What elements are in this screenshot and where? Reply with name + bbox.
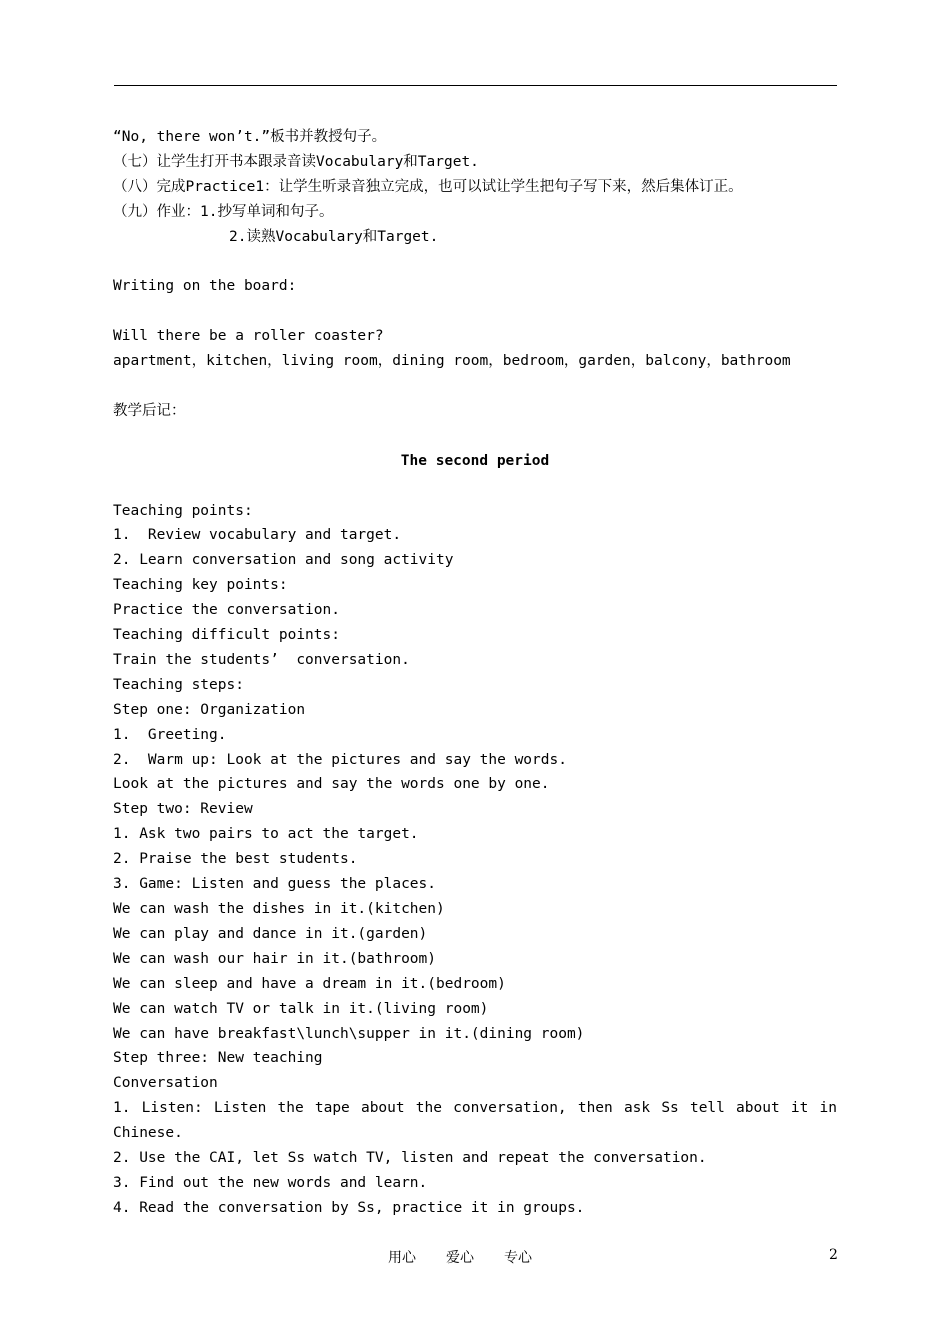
text-line: （九）作业：1.抄写单词和句子。 <box>113 203 334 220</box>
text-line: Look at the pictures and say the words one by one. <box>113 776 550 793</box>
text-line: Practice the conversation. <box>113 602 340 619</box>
blank-line <box>113 374 837 399</box>
footer-motto <box>388 1247 562 1267</box>
text-line: 3. Find out the new words and learn. <box>113 1174 428 1191</box>
text-line: Step one: Organization <box>113 701 306 718</box>
text-line: We can watch TV or talk in it.(living room) <box>113 1000 489 1017</box>
text-line: We can wash the dishes in it.(kitchen) <box>113 901 445 918</box>
text-line: We can play and dance in it.(garden) <box>113 925 428 942</box>
page-footer <box>0 1247 950 1269</box>
blank-line <box>113 250 837 275</box>
blank-line <box>113 424 837 449</box>
text-line: We can have breakfast\lunch\supper in it.(dining room) <box>113 1025 585 1042</box>
text-line: （八）完成Practice1：让学生听录音独立完成，也可以试让学生把句子写下来，然后集体订正。 <box>113 178 743 195</box>
text-line: 3. Game: Listen and guess the places. <box>113 876 437 893</box>
text-line: 2. Use the CAI, let Ss watch TV, listen and repeat the conversation. <box>113 1150 707 1167</box>
page-number: 2 <box>829 1247 838 1263</box>
text-line: 2. Praise the best students. <box>113 851 358 868</box>
text-line: 1. Ask two pairs to act the target. <box>113 826 419 843</box>
text-line: Step two: Review <box>113 801 253 818</box>
text-line: Will there be a roller coaster? <box>113 328 384 345</box>
text-line: 1. Review vocabulary and target. <box>113 527 402 544</box>
text-line: （七）让学生打开书本跟录音读Vocabulary和Target. <box>113 153 479 170</box>
text-line: 2. Warm up: Look at the pictures and say the words. <box>113 751 567 768</box>
text-line: 1. Greeting. <box>113 726 227 743</box>
header-rule <box>114 85 837 86</box>
text-line: We can sleep and have a dream in it.(bedroom) <box>113 975 506 992</box>
text-line: Teaching difficult points: <box>113 627 340 644</box>
blank-line <box>113 474 837 499</box>
text-line: Teaching steps: <box>113 676 244 693</box>
section-title: The second period <box>400 452 550 469</box>
text-line: Step three: New teaching <box>113 1050 323 1067</box>
footer-word: 专心 <box>504 1250 532 1266</box>
text-line: 教学后记： <box>113 402 186 419</box>
footer-word: 用心 <box>388 1250 416 1266</box>
footer-word: 爱心 <box>446 1250 474 1266</box>
text-line: Conversation <box>113 1075 218 1092</box>
text-line: 4. Read the conversation by Ss, practice it in groups. <box>113 1199 585 1216</box>
document-body <box>113 125 837 1221</box>
text-line: “No, there won’t.”板书并教授句子。 <box>113 129 387 145</box>
text-line: 2. Learn conversation and song activity <box>113 552 454 569</box>
text-line: Writing on the board: <box>113 278 297 295</box>
blank-line <box>113 299 837 324</box>
text-line: We can wash our hair in it.(bathroom) <box>113 950 437 967</box>
text-line: Chinese. <box>113 1125 183 1142</box>
text-line: Train the students’ conversation. <box>113 651 410 668</box>
text-line: Teaching points: <box>113 502 253 519</box>
text-line: apartment，kitchen，living room，dining room，bedroom，garden，balcony，bathroom <box>113 353 791 370</box>
text-line: 1. Listen: Listen the tape about the conversation, then ask Ss tell about it in <box>113 1100 837 1117</box>
text-line: 2.读熟Vocabulary和Target. <box>229 228 439 245</box>
text-line: Teaching key points: <box>113 577 288 594</box>
